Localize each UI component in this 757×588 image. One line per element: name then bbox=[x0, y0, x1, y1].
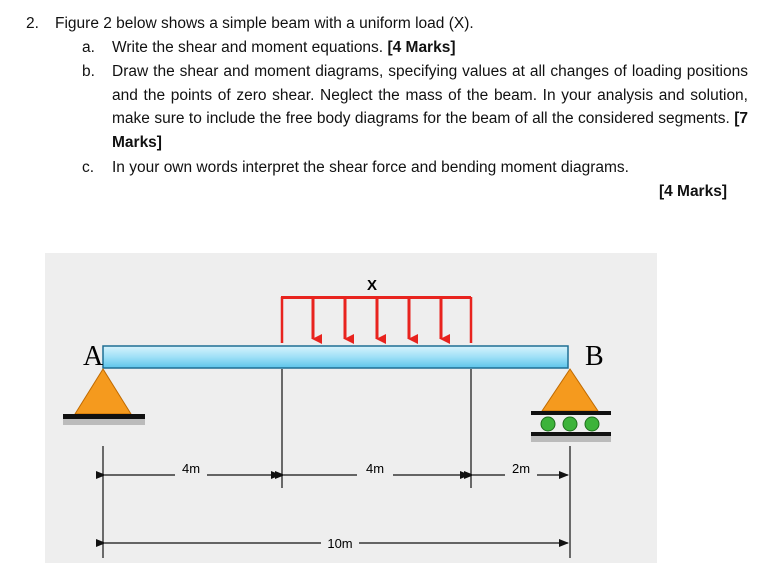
part-a-marks: [4 Marks] bbox=[387, 39, 456, 56]
load-label: X bbox=[366, 277, 378, 294]
dimension-label: 4m bbox=[365, 461, 385, 476]
part-c-text: In your own words interpret the shear force and bending moment diagrams. bbox=[112, 159, 629, 176]
part-text bbox=[112, 36, 748, 60]
part-a-text: Write the shear and moment equations. bbox=[112, 39, 384, 56]
question-number: 2. bbox=[26, 15, 39, 32]
part-label: a. bbox=[82, 39, 95, 56]
beam bbox=[103, 346, 568, 368]
roller-wheel bbox=[541, 417, 555, 431]
dimension-label: 2m bbox=[511, 461, 531, 476]
part-c-marks: [4 Marks] bbox=[658, 183, 727, 200]
dimension-label: 10m bbox=[327, 536, 353, 551]
part-label: b. bbox=[82, 63, 95, 80]
question-stem: Figure 2 below shows a simple beam with a uniform load (X). bbox=[55, 15, 474, 32]
part-label: c. bbox=[82, 159, 95, 176]
roller-wheel bbox=[585, 417, 599, 431]
part-b-text: Draw the shear and moment diagrams, specifying values at all changes of loading positions and the points of zero shear. Neglect the mass of the beam. In your analysis and solution, make sure to include the free body diagrams for the beam of all the considered segments. bbox=[112, 63, 748, 127]
support-b-label: B bbox=[585, 341, 604, 372]
roller-wheel bbox=[563, 417, 577, 431]
part-b-marks: [7 Marks] bbox=[112, 110, 748, 151]
support-a-label: A bbox=[83, 341, 104, 372]
part-text bbox=[112, 60, 748, 154]
beam-figure bbox=[45, 253, 657, 563]
dimension-label: 4m bbox=[181, 461, 201, 476]
